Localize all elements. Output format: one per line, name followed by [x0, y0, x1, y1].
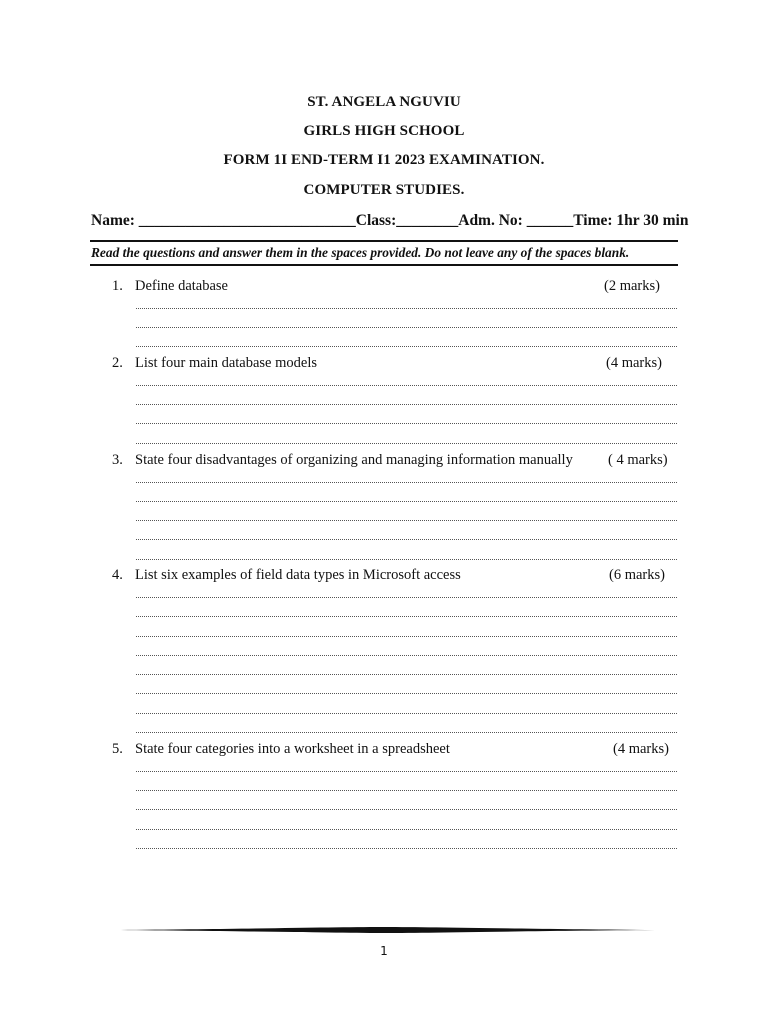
question-marks: (6 marks): [609, 567, 665, 583]
answer-line[interactable]: [136, 423, 677, 424]
answer-line[interactable]: [136, 559, 677, 560]
question-marks: (4 marks): [613, 741, 669, 757]
page-number: 1: [380, 944, 388, 958]
exam-title: FORM 1I END-TERM I1 2023 EXAMINATION.: [223, 152, 545, 168]
answer-line[interactable]: [136, 693, 677, 694]
answer-line[interactable]: [136, 482, 677, 483]
question-number: 5.: [112, 741, 123, 757]
candidate-details-line: Name: ____________________________Class:________Adm. No: ______Time: 1hr 30 min: [91, 212, 689, 229]
answer-line[interactable]: [136, 848, 677, 849]
answer-line[interactable]: [136, 520, 677, 521]
question-text: Define database: [135, 278, 228, 294]
instructions-top-rule: [90, 240, 678, 242]
question-text: State four categories into a worksheet in a spreadsheet: [135, 741, 450, 757]
answer-line[interactable]: [136, 616, 677, 617]
question-number: 4.: [112, 567, 123, 583]
question-marks: (4 marks): [606, 355, 662, 371]
school-name: ST. ANGELA NGUVIU: [307, 94, 461, 110]
question-text: List six examples of field data types in Microsoft access: [135, 567, 461, 583]
answer-line[interactable]: [136, 809, 677, 810]
answer-line[interactable]: [136, 539, 677, 540]
footer-divider: [113, 927, 655, 933]
answer-line[interactable]: [136, 404, 677, 405]
question-number: 1.: [112, 278, 123, 294]
question-number: 2.: [112, 355, 123, 371]
instructions-text: Read the questions and answer them in the spaces provided. Do not leave any of the spaces blank.: [91, 245, 630, 260]
school-subtitle: GIRLS HIGH SCHOOL: [303, 123, 465, 139]
question-marks: ( 4 marks): [608, 452, 668, 468]
answer-line[interactable]: [136, 636, 677, 637]
answer-line[interactable]: [136, 655, 677, 656]
question-text: State four disadvantages of organizing and managing information manually: [135, 452, 573, 468]
answer-line[interactable]: [136, 829, 677, 830]
question-number: 3.: [112, 452, 123, 468]
subject-title: COMPUTER STUDIES.: [303, 182, 465, 198]
answer-line[interactable]: [136, 674, 677, 675]
answer-line[interactable]: [136, 713, 677, 714]
question-marks: (2 marks): [604, 278, 660, 294]
question-text: List four main database models: [135, 355, 318, 371]
answer-line[interactable]: [136, 501, 677, 502]
answer-line[interactable]: [136, 327, 677, 328]
instructions-bottom-rule: [90, 264, 678, 266]
answer-line[interactable]: [136, 790, 677, 791]
answer-line[interactable]: [136, 443, 677, 444]
answer-line[interactable]: [136, 732, 677, 733]
answer-line[interactable]: [136, 346, 677, 347]
answer-line[interactable]: [136, 597, 677, 598]
answer-line[interactable]: [136, 771, 677, 772]
answer-line[interactable]: [136, 308, 677, 309]
answer-line[interactable]: [136, 385, 677, 386]
